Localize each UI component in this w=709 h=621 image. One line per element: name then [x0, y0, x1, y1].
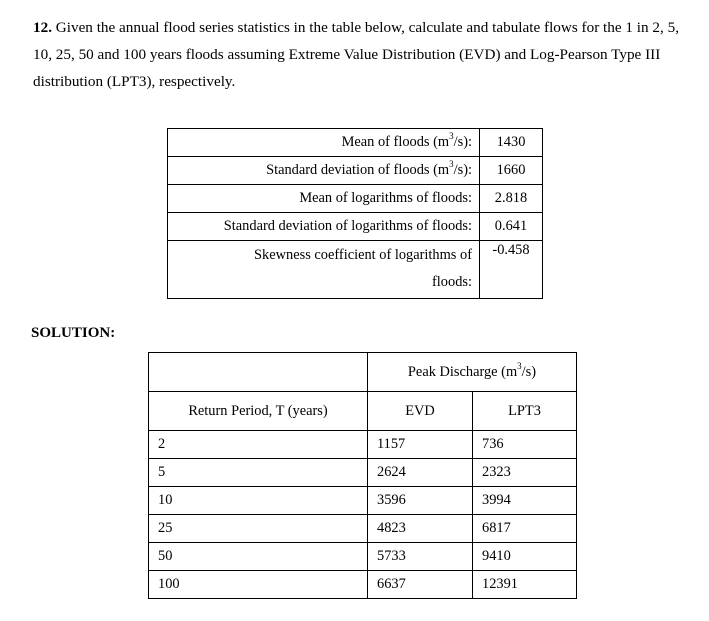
lpt3-cell: 2323 [473, 459, 577, 487]
evd-cell: 3596 [368, 487, 473, 515]
lpt3-header: LPT3 [473, 392, 577, 431]
statistics-table [167, 128, 543, 299]
stats-value: 2.818 [480, 185, 543, 213]
return-period-header: Return Period, T (years) [149, 392, 368, 431]
question-text [33, 14, 693, 95]
lpt3-cell: 12391 [473, 571, 577, 599]
stats-label: Standard deviation of logarithms of floods: [168, 213, 480, 241]
evd-header: EVD [368, 392, 473, 431]
table-row [149, 459, 577, 487]
empty-header-cell [149, 353, 368, 392]
question-body: Given the annual flood series statistics in the table below, calculate and tabulate flows for the 1 in 2, 5, 10, 25, 50 and 100 years floods assuming Extreme Value Distribution (EVD) and Log-Pearson Type III distribution (LPT3), respectively. [33, 19, 679, 90]
stats-value: -0.458 [480, 241, 543, 299]
evd-cell: 6637 [368, 571, 473, 599]
stats-row-skewness [168, 241, 543, 299]
return-period-cell: 25 [149, 515, 368, 543]
stats-row-mean-log [168, 185, 543, 213]
table-row [149, 571, 577, 599]
stats-value: 1660 [480, 157, 543, 185]
return-period-cell: 10 [149, 487, 368, 515]
return-period-cell: 50 [149, 543, 368, 571]
peak-discharge-header: Peak Discharge $(m^3/s)$ [368, 353, 577, 392]
stats-label: Skewness coefficient of logarithms of floods: [168, 241, 480, 299]
stats-value: 1430 [480, 129, 543, 157]
question-number: 12. [33, 19, 52, 36]
table-row [149, 543, 577, 571]
lpt3-cell: 9410 [473, 543, 577, 571]
stats-row-mean-floods [168, 129, 543, 157]
return-period-cell: 2 [149, 431, 368, 459]
evd-cell: 1157 [368, 431, 473, 459]
table-row [149, 431, 577, 459]
lpt3-cell: 3994 [473, 487, 577, 515]
stats-row-sd-log [168, 213, 543, 241]
table-row [149, 487, 577, 515]
evd-cell: 4823 [368, 515, 473, 543]
lpt3-cell: 736 [473, 431, 577, 459]
stats-label: Standard deviation of floods $(m^3/s)$: [168, 157, 480, 185]
evd-cell: 2624 [368, 459, 473, 487]
return-period-cell: 5 [149, 459, 368, 487]
stats-value: 0.641 [480, 213, 543, 241]
stats-label: Mean of floods $(m^3/s)$: [168, 129, 480, 157]
evd-cell: 5733 [368, 543, 473, 571]
results-header-row-2 [149, 392, 577, 431]
table-row [149, 515, 577, 543]
solution-heading: SOLUTION: [31, 325, 116, 341]
stats-row-sd-floods [168, 157, 543, 185]
lpt3-cell: 6817 [473, 515, 577, 543]
stats-label: Mean of logarithms of floods: [168, 185, 480, 213]
results-table [148, 352, 577, 599]
results-header-row-1 [149, 353, 577, 392]
return-period-cell: 100 [149, 571, 368, 599]
